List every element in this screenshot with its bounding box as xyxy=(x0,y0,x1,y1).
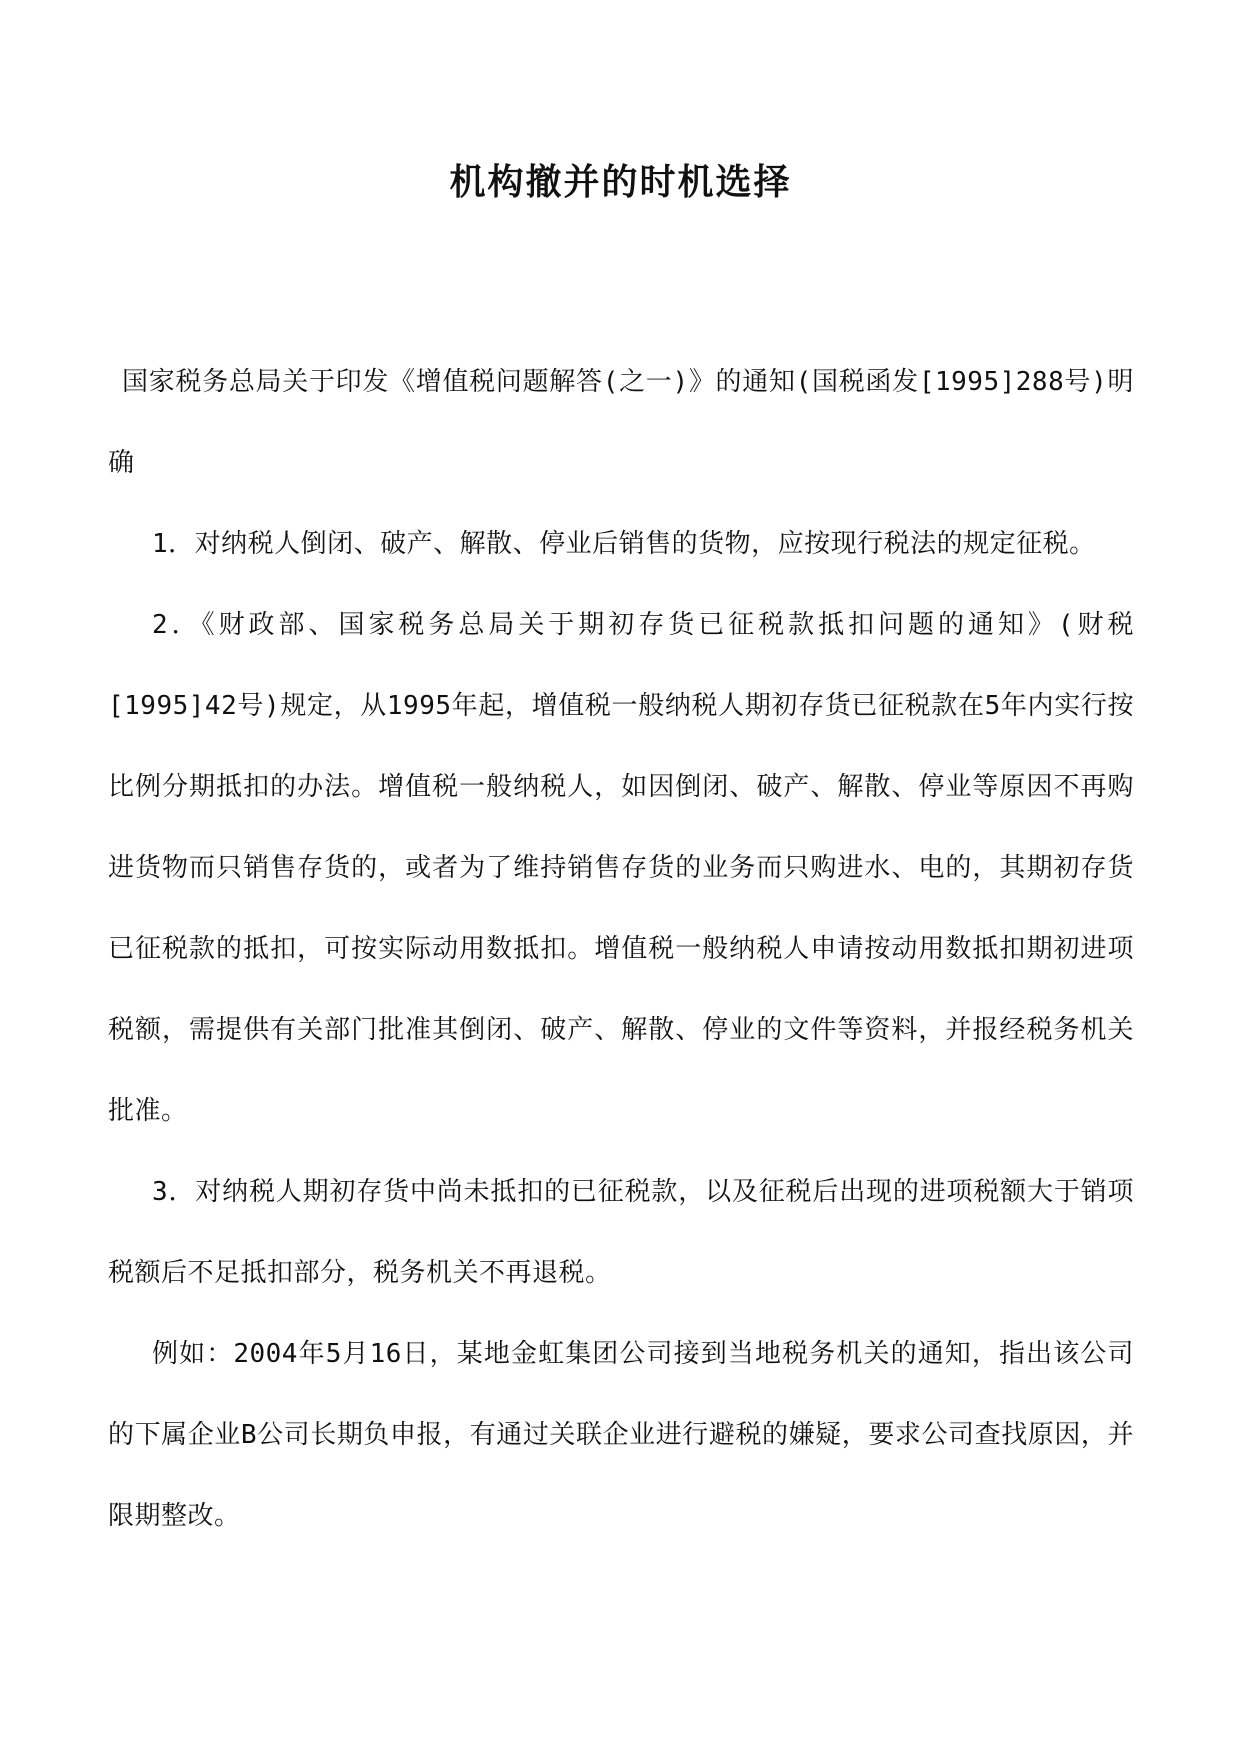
paragraph-item-2: 2．《财政部、国家税务总局关于期初存货已征税款抵扣问题的通知》(财税[1995]42号)规定，从1995年起，增值税一般纳税人期初存货已征税款在5年内实行按比例分期抵扣的办法。增值税一般纳税人，如因倒闭、破产、解散、停业等原因不再购进货物而只销售存货的，或者为了维持销售存货的业务而只购进水、电的，其期初存货已征税款的抵扣，可按实际动用数抵扣。增值税一般纳税人申请按动用数抵扣期初进项税额，需提供有关部门批准其倒闭、破产、解散、停业的文件等资料，并报经税务机关批准。 xyxy=(108,610,1134,1126)
document-body xyxy=(108,342,1134,1557)
document-title: 机构撤并的时机选择 xyxy=(449,161,792,203)
paragraph-notice-intro: 国家税务总局关于印发《增值税问题解答(之一)》的通知(国税函发[1995]288号)明确 xyxy=(108,367,1134,478)
paragraph-example: 例如：2004年5月16日，某地金虹集团公司接到当地税务机关的通知，指出该公司的下属企业B公司长期负申报，有通过关联企业进行避税的嫌疑，要求公司查找原因，并限期整改。 xyxy=(108,1339,1134,1531)
paragraph-item-3: 3．对纳税人期初存货中尚未抵扣的已征税款，以及征税后出现的进项税额大于销项税额后不足抵扣部分，税务机关不再退税。 xyxy=(108,1177,1134,1288)
paragraph-item-1: 1．对纳税人倒闭、破产、解散、停业后销售的货物，应按现行税法的规定征税。 xyxy=(152,529,1096,559)
